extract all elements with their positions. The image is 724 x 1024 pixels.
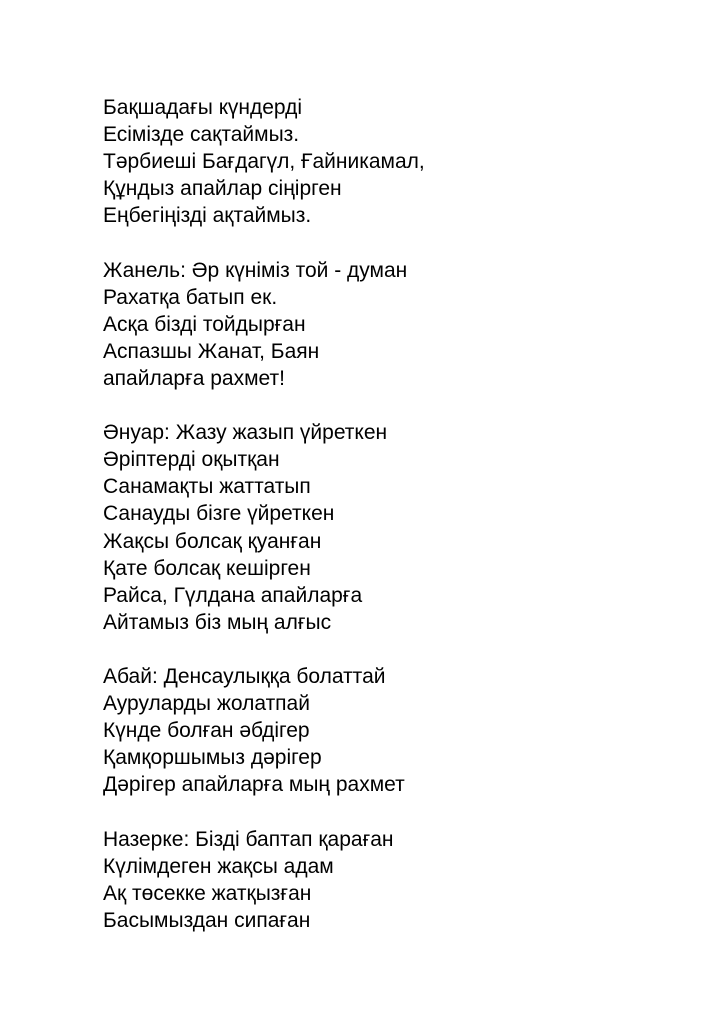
poem-line: Ақ төсекке жатқызған: [103, 881, 312, 905]
stanza-1: [103, 94, 703, 229]
poem-line: Асқа бізді тойдырған: [103, 312, 306, 336]
stanza-2: [103, 257, 703, 392]
poem-line: Ауруларды жолатпай: [103, 692, 310, 716]
poem-line: Абай: Денсаулыққа болаттай: [103, 664, 386, 688]
poem-line: Дәрігер апайларға мың рахмет: [103, 773, 405, 797]
stanza-4: [103, 663, 703, 798]
poem-line: Бақшадағы күндерді: [103, 96, 303, 119]
poem-line: Жақсы болсақ қуанған: [103, 529, 322, 553]
poem-line: Тәрбиеші Бағдагүл, Ғайникамал,: [103, 150, 425, 174]
poem-line: Санамақты жаттатып: [103, 475, 311, 499]
poem-line: Құндыз апайлар сіңірген: [103, 177, 342, 201]
poem-line: Жанель: Әр күніміз той - думан: [103, 258, 408, 282]
poem-line: Санауды бізге үйреткен: [103, 502, 335, 526]
poem-line: Күлімдеген жақсы адам: [103, 854, 334, 878]
poem-line: Қате болсақ кешірген: [103, 556, 311, 580]
poem-line: Әріптерді оқытқан: [103, 448, 280, 472]
stanza-5: [103, 826, 703, 934]
poem-line: Қамқоршымыз дәрігер: [103, 746, 322, 770]
poem-line: Әнуар: Жазу жазып үйреткен: [103, 421, 388, 445]
stanza-3: [103, 419, 703, 636]
poem-line: Райса, Гүлдана апайларға: [103, 583, 363, 607]
poem-line: апайларға рахмет!: [103, 366, 285, 390]
poem-line: Назерке: Бізді баптап қараған: [103, 827, 394, 851]
poem-line: Басымыздан сипаған: [103, 908, 311, 932]
poem-line: Айтамыз біз мың алғыс: [103, 610, 332, 634]
poem-line: Есімізде сақтаймыз.: [103, 123, 300, 147]
poem-line: Аспазшы Жанат, Баян: [103, 339, 320, 363]
poem-line: Күнде болған әбдігер: [103, 719, 310, 743]
poem-text: [103, 94, 703, 961]
poem-line: Еңбегіңізді ақтаймыз.: [103, 204, 312, 228]
poem-line: Рахатқа батып ек.: [103, 285, 278, 309]
